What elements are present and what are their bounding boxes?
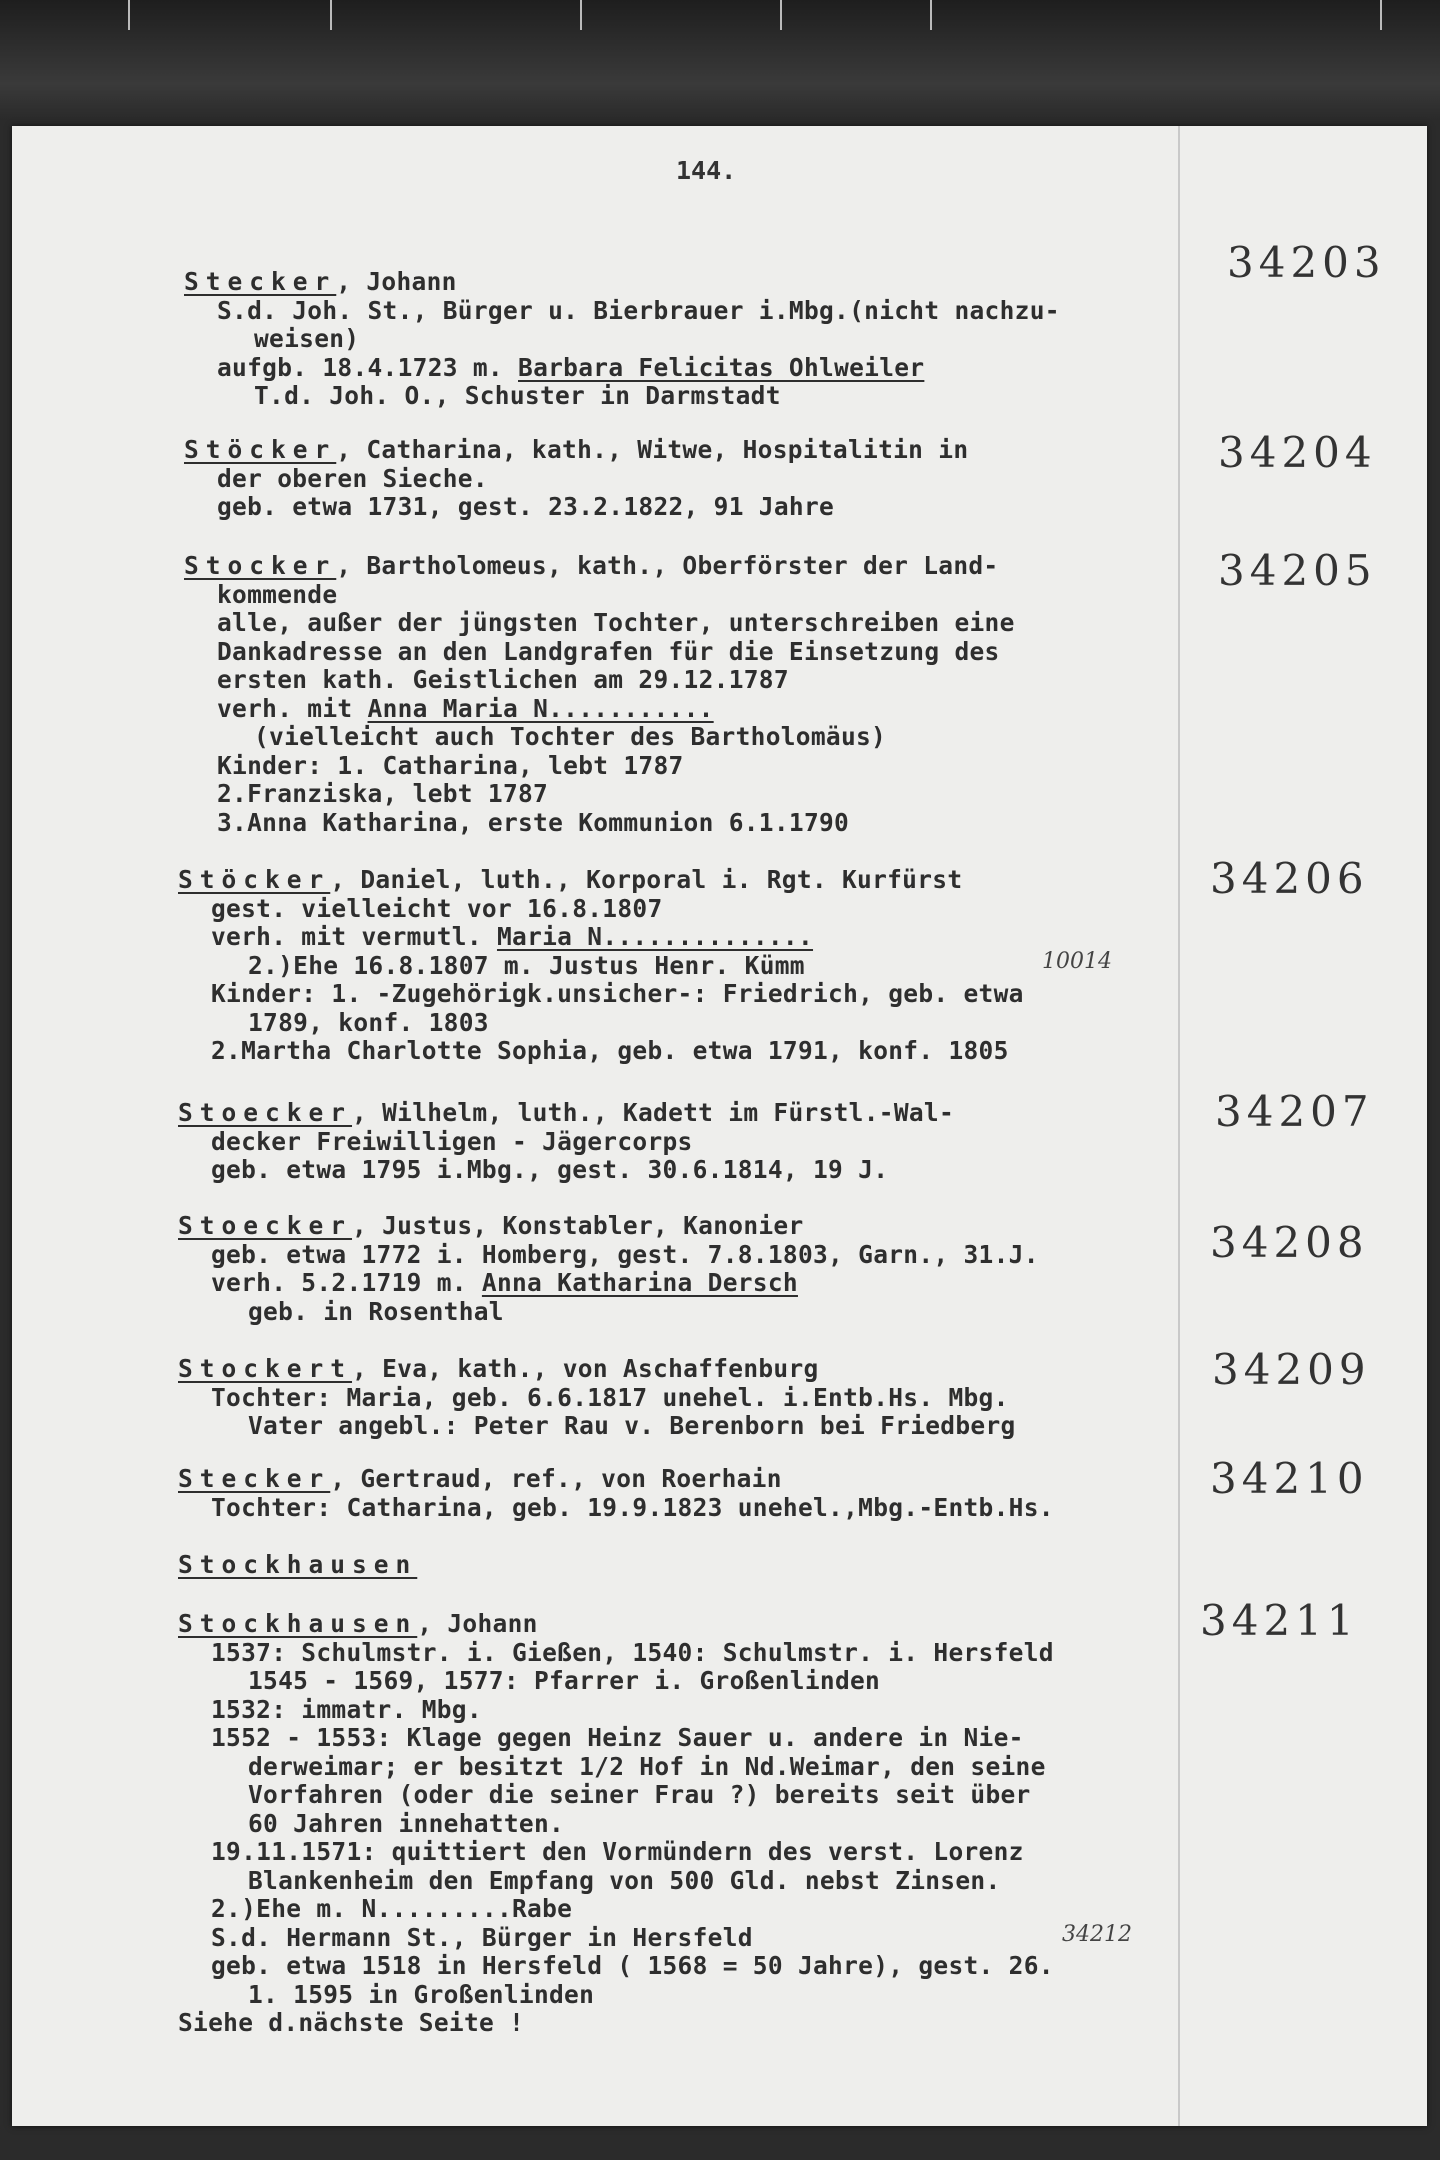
line-text: Siehe d.nächste Seite !	[178, 2008, 525, 2037]
surname: Stockert	[178, 1354, 353, 1383]
surname: Stecker	[184, 267, 337, 296]
line-text: 2.)Ehe m. N.........Rabe	[211, 1894, 573, 1923]
line-text: 2.Franziska, lebt 1787	[217, 779, 549, 808]
entry-line	[254, 382, 1440, 411]
line-text: geb. etwa 1772 i. Homberg, gest. 7.8.1803, Garn., 31.J.	[211, 1239, 1039, 1269]
handwritten-note: 10014	[1042, 949, 1112, 974]
entry-number: 34209	[1212, 1345, 1371, 1394]
genealogy-entry	[12, 552, 1427, 837]
line-text: der oberen Sieche.	[217, 463, 488, 493]
spouse-name: Anna Katharina Dersch	[481, 1268, 798, 1297]
entry-number: 34204	[1218, 428, 1377, 477]
film-mark	[330, 0, 332, 30]
entry-line	[248, 1781, 1440, 1810]
line-text: verh. mit	[217, 693, 368, 723]
line-text: Kinder: 1. Catharina, lebt 1787	[217, 750, 684, 780]
line-text: Vorfahren (oder die seiner Frau ?) bereits seit über	[248, 1780, 1031, 1809]
entry-line	[248, 1981, 1440, 2010]
entry-line	[211, 1924, 1440, 1953]
line-text: ersten kath. Geistlichen am 29.12.1787	[217, 665, 789, 694]
line-text: weisen)	[254, 324, 360, 353]
heading-text: , Gertraud, ref., von Roerhain	[330, 1464, 782, 1493]
entry-line	[211, 1037, 1440, 1066]
line-text: aufgb. 18.4.1723 m.	[217, 352, 519, 382]
entry-line	[217, 638, 1440, 667]
entry-line	[211, 1696, 1440, 1725]
entry-line	[248, 1009, 1440, 1038]
entry-line	[217, 752, 1440, 781]
entry-line	[211, 980, 1440, 1009]
entry-line	[217, 780, 1440, 809]
line-text: 2.)Ehe 16.8.1807 m. Justus Henr. Kümm	[248, 950, 805, 980]
entry-line	[211, 1895, 1440, 1924]
line-text: geb. etwa 1518 in Hersfeld ( 1568 = 50 Jahre), gest. 26.	[211, 1951, 1054, 1980]
line-text: 1537: Schulmstr. i. Gießen, 1540: Schulmstr. i. Hersfeld	[211, 1637, 1054, 1667]
genealogy-entry	[12, 1610, 1427, 2038]
entry-line	[211, 923, 1440, 952]
line-text: geb. etwa 1795 i.Mbg., gest. 30.6.1814, 19 J.	[211, 1155, 889, 1184]
line-text: Blankenheim den Empfang von 500 Gld. nebst Zinsen.	[248, 1865, 1001, 1895]
entry-line	[217, 493, 1440, 522]
heading-text: , Daniel, luth., Korporal i. Rgt. Kurfürst	[330, 865, 963, 894]
handwritten-note: 34212	[1062, 1922, 1132, 1947]
entry-line	[248, 1412, 1440, 1441]
line-text: Tochter: Catharina, geb. 19.9.1823 unehel.,Mbg.-Entb.Hs.	[211, 1492, 1054, 1522]
spouse-name: Maria N..............	[496, 922, 814, 951]
line-text: 1532: immatr. Mbg.	[211, 1694, 482, 1724]
entry-line	[248, 1867, 1440, 1896]
line-text: gest. vielleicht vor 16.8.1807	[211, 893, 663, 923]
line-text: kommende	[217, 579, 338, 609]
heading-text: , Wilhelm, luth., Kadett im Fürstl.-Wal-	[352, 1098, 955, 1127]
line-text: 1545 - 1569, 1577: Pfarrer i. Großenlinden	[248, 1666, 881, 1695]
surname: Stockhausen	[178, 1550, 418, 1579]
line-text: Tochter: Maria, geb. 6.6.1817 unehel. i.Entb.Hs. Mbg.	[211, 1382, 1009, 1412]
line-text: T.d. Joh. O., Schuster in Darmstadt	[254, 381, 781, 410]
genealogy-entry	[12, 268, 1427, 411]
line-text: 1. 1595 in Großenlinden	[248, 1979, 595, 2009]
film-strip-top	[0, 0, 1440, 120]
line-text: Dankadresse an den Landgrafen für die Einsetzung des	[217, 636, 1000, 666]
surname: Stoecker	[178, 1098, 353, 1127]
entry-line	[217, 666, 1440, 695]
entry-number: 34203	[1227, 238, 1386, 287]
line-text: (vielleicht auch Tochter des Bartholomäus)	[254, 722, 887, 751]
entry-line	[211, 1269, 1440, 1298]
entry-line	[248, 1667, 1440, 1696]
line-text: verh. 5.2.1719 m.	[211, 1268, 482, 1297]
entry-line	[254, 325, 1440, 354]
surname: Stocker	[184, 551, 337, 580]
heading-text: , Eva, kath., von Aschaffenburg	[352, 1354, 819, 1383]
surname: Stöcker	[178, 865, 331, 894]
film-mark	[780, 0, 782, 30]
entry-number: 34207	[1215, 1087, 1374, 1136]
line-text: S.d. Joh. St., Bürger u. Bierbrauer i.Mbg.(nicht nachzu-	[217, 295, 1060, 325]
entry-line	[211, 1156, 1440, 1185]
line-text: alle, außer der jüngsten Tochter, unterschreiben eine	[217, 608, 1015, 637]
film-mark	[1380, 0, 1382, 30]
entry-line	[211, 1724, 1440, 1753]
entry-line	[217, 609, 1440, 638]
surname: Stecker	[178, 1464, 331, 1493]
line-text: 1789, konf. 1803	[248, 1007, 489, 1037]
entry-line	[178, 2009, 1440, 2038]
heading-text: , Bartholomeus, kath., Oberförster der Land-	[336, 551, 999, 580]
entry-line	[248, 1810, 1440, 1839]
entry-line	[248, 952, 1440, 981]
heading-text: , Catharina, kath., Witwe, Hospitalitin in	[336, 435, 969, 464]
entry-line	[211, 1952, 1440, 1981]
entry-number: 34210	[1210, 1454, 1369, 1503]
entry-number: 34205	[1218, 546, 1377, 595]
entry-line	[248, 1298, 1440, 1327]
entry-line	[217, 695, 1440, 724]
line-text: Vater angebl.: Peter Rau v. Berenborn bei Friedberg	[248, 1411, 1016, 1440]
line-text: derweimar; er besitzt 1/2 Hof in Nd.Weimar, den seine	[248, 1751, 1046, 1781]
entry-line	[254, 723, 1440, 752]
surname: Stoecker	[178, 1211, 353, 1240]
entry-heading	[178, 1551, 1440, 1580]
surname: Stockhausen	[178, 1609, 418, 1638]
line-text: 3.Anna Katharina, erste Kommunion 6.1.1790	[217, 807, 850, 837]
entry-line	[217, 809, 1440, 838]
spouse-name: Anna Maria N...........	[367, 693, 714, 723]
line-text: S.d. Hermann St., Bürger in Hersfeld	[211, 1922, 753, 1952]
page-number: 144.	[676, 156, 737, 185]
line-text: verh. mit vermutl.	[211, 922, 497, 951]
entry-number: 34208	[1210, 1218, 1369, 1267]
heading-text: , Johann	[417, 1609, 538, 1638]
entry-line	[217, 297, 1440, 326]
film-mark	[930, 0, 932, 30]
genealogy-entry	[12, 436, 1427, 522]
entry-number: 34206	[1210, 854, 1369, 903]
surname: Stöcker	[184, 435, 337, 464]
line-text: geb. etwa 1731, gest. 23.2.1822, 91 Jahre	[217, 492, 835, 521]
document-page	[12, 126, 1427, 2126]
line-text: 2.Martha Charlotte Sophia, geb. etwa 1791, konf. 1805	[211, 1036, 1009, 1065]
line-text: decker Freiwilligen - Jägercorps	[211, 1126, 693, 1156]
line-text: 19.11.1571: quittiert den Vormündern des verst. Lorenz	[211, 1837, 1024, 1866]
line-text: 1552 - 1553: Klage gegen Heinz Sauer u. andere in Nie-	[211, 1723, 1024, 1752]
entry-number: 34211	[1200, 1596, 1359, 1645]
heading-text: , Johann	[336, 267, 457, 296]
spouse-name: Barbara Felicitas Ohlweiler	[518, 352, 925, 382]
genealogy-entry	[12, 1551, 1427, 1580]
film-mark	[128, 0, 130, 30]
line-text: 60 Jahren innehatten.	[248, 1808, 565, 1838]
entry-line	[217, 354, 1440, 383]
line-text: Kinder: 1. -Zugehörigk.unsicher-: Friedrich, geb. etwa	[211, 979, 1024, 1008]
heading-text: , Justus, Konstabler, Kanonier	[352, 1211, 804, 1240]
film-mark	[580, 0, 582, 30]
line-text: geb. in Rosenthal	[248, 1296, 504, 1326]
entry-line	[248, 1753, 1440, 1782]
entry-line	[211, 1838, 1440, 1867]
